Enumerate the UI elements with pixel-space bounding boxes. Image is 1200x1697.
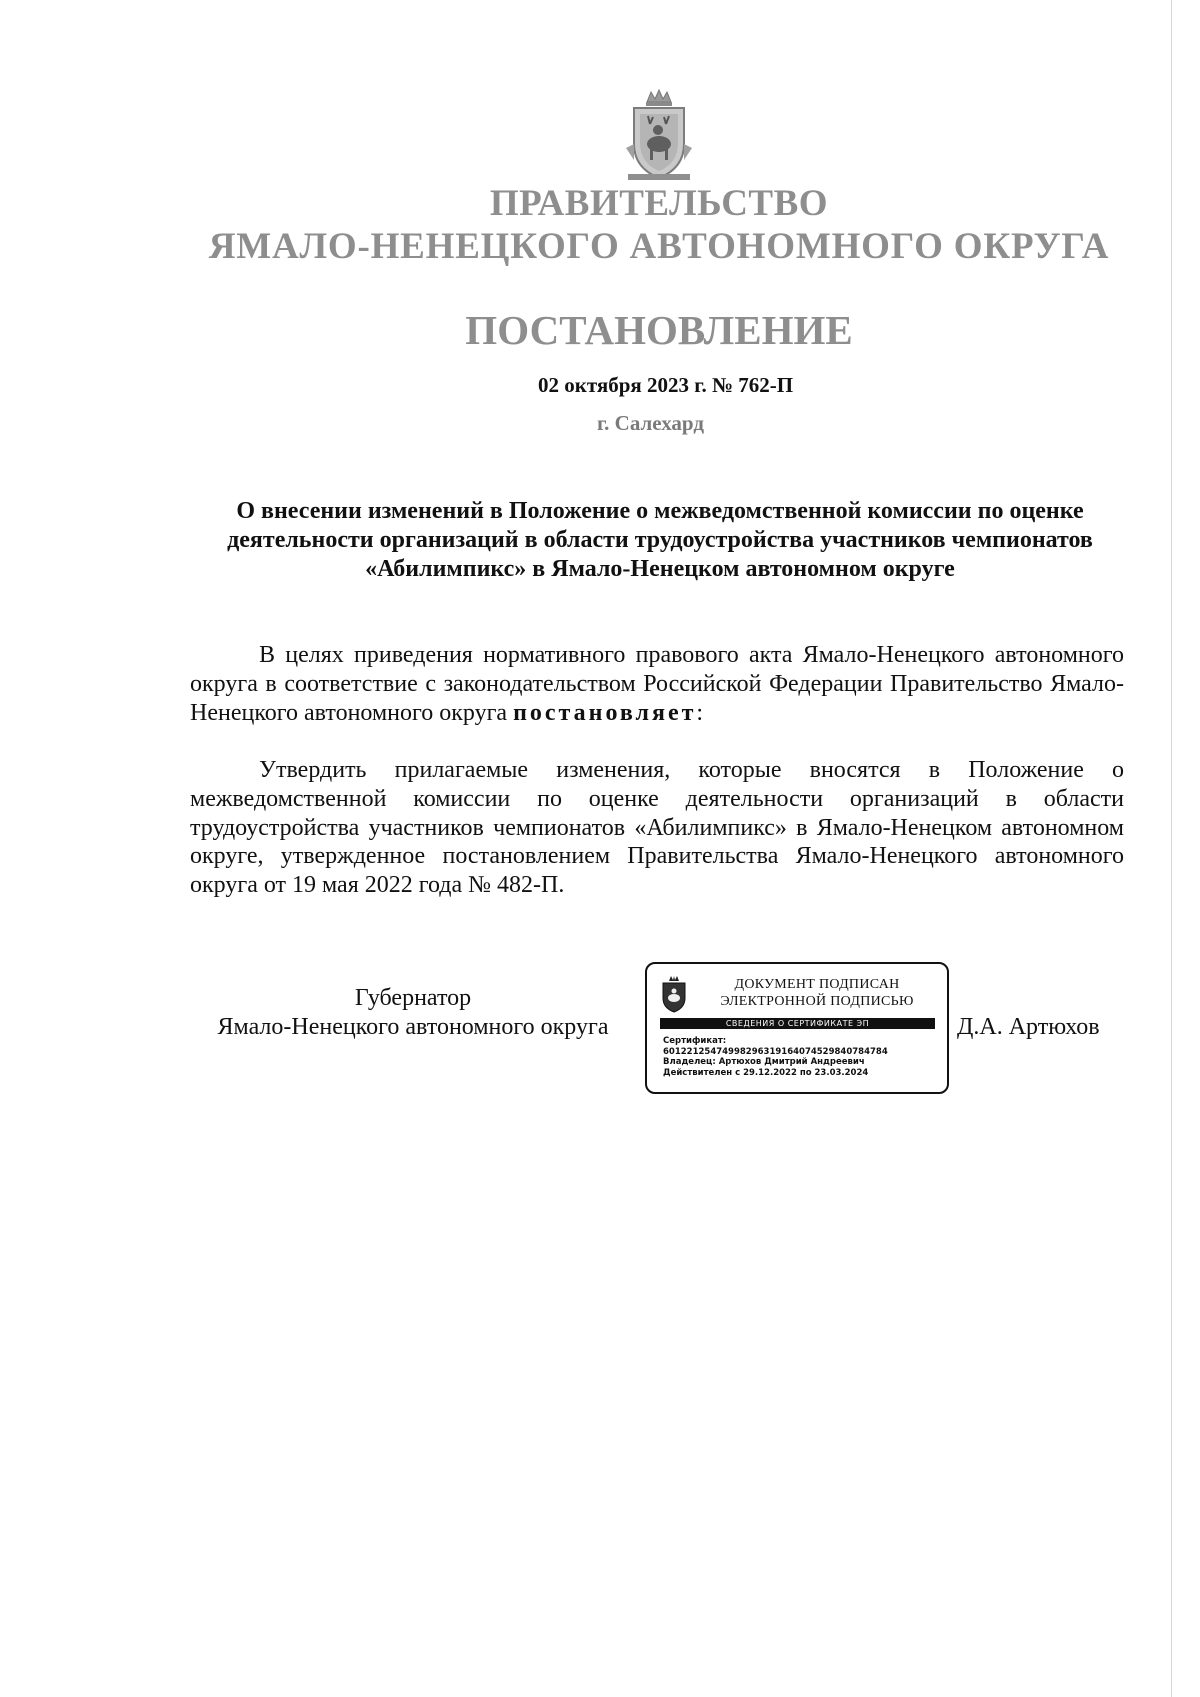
- electronic-signature-stamp: [645, 962, 949, 1094]
- decree-date-number: 02 октября 2023 г. № 762-П: [538, 373, 794, 397]
- stamp-certificate-number: 60122125474998296319164074529840784784: [663, 1046, 888, 1057]
- coat-of-arms-icon: [620, 88, 698, 184]
- signatory-position: [190, 984, 636, 1042]
- stamp-coat-of-arms-icon: [659, 976, 689, 1014]
- signatory-name: Д.А. Артюхов: [957, 1014, 1100, 1040]
- stamp-title-line1: ДОКУМЕНТ ПОДПИСАН: [734, 977, 900, 992]
- stamp-certificate-label: Сертификат:: [663, 1036, 727, 1046]
- decree-subject: О внесении изменений в Положение о межведомственной комиссии по оценке деятельности организаций в области трудоустройства участников чемпионатов «Абилимпикс» в Ямало-Ненецком автономном округе: [227, 498, 1093, 582]
- body-paragraph-2: Утвердить прилагаемые изменения, которые вносятся в Положение о межведомственной комиссии по оценке деятельности организаций в области трудоустройства участников чемпионатов «Абилимпикс» в Ямало-Ненецком автономном округе, утвержденное постановлением Правительства Ямало-Ненецкого автономного округа от 19 мая 2022 года № 482-П.: [190, 757, 1124, 899]
- stamp-title: [697, 976, 937, 1010]
- resolution-keyword: постановляет: [513, 699, 697, 726]
- government-title-line2: ЯМАЛО-НЕНЕЦКОГО АВТОНОМНОГО ОКРУГА: [208, 226, 1110, 267]
- body-paragraph-1: [190, 641, 1124, 727]
- stamp-title-line2: ЭЛЕКТРОННОЙ ПОДПИСЬЮ: [720, 994, 914, 1009]
- paragraph-1-end: :: [696, 699, 704, 726]
- government-title-line1: ПРАВИТЕЛЬСТВО: [489, 183, 829, 224]
- document-type-heading: ПОСТАНОВЛЕНИЕ: [465, 307, 853, 353]
- decree-city: г. Салехард: [597, 411, 704, 435]
- stamp-certificate-band: СВЕДЕНИЯ О СЕРТИФИКАТЕ ЭП: [660, 1018, 935, 1029]
- stamp-owner: Владелец: Артюхов Дмитрий Андреевич: [663, 1057, 865, 1067]
- stamp-validity: Действителен с 29.12.2022 по 23.03.2024: [663, 1067, 869, 1078]
- signatory-position-line2: Ямало-Ненецкого автономного округа: [217, 1014, 609, 1040]
- signatory-position-line1: Губернатор: [354, 985, 472, 1011]
- paragraph-1-text: В целях приведения нормативного правового акта Ямало-Ненецкого автономного округа в соответствие с законодательством Российской Федерации Правительство Ямало-Ненецкого автономного округа: [190, 642, 1124, 726]
